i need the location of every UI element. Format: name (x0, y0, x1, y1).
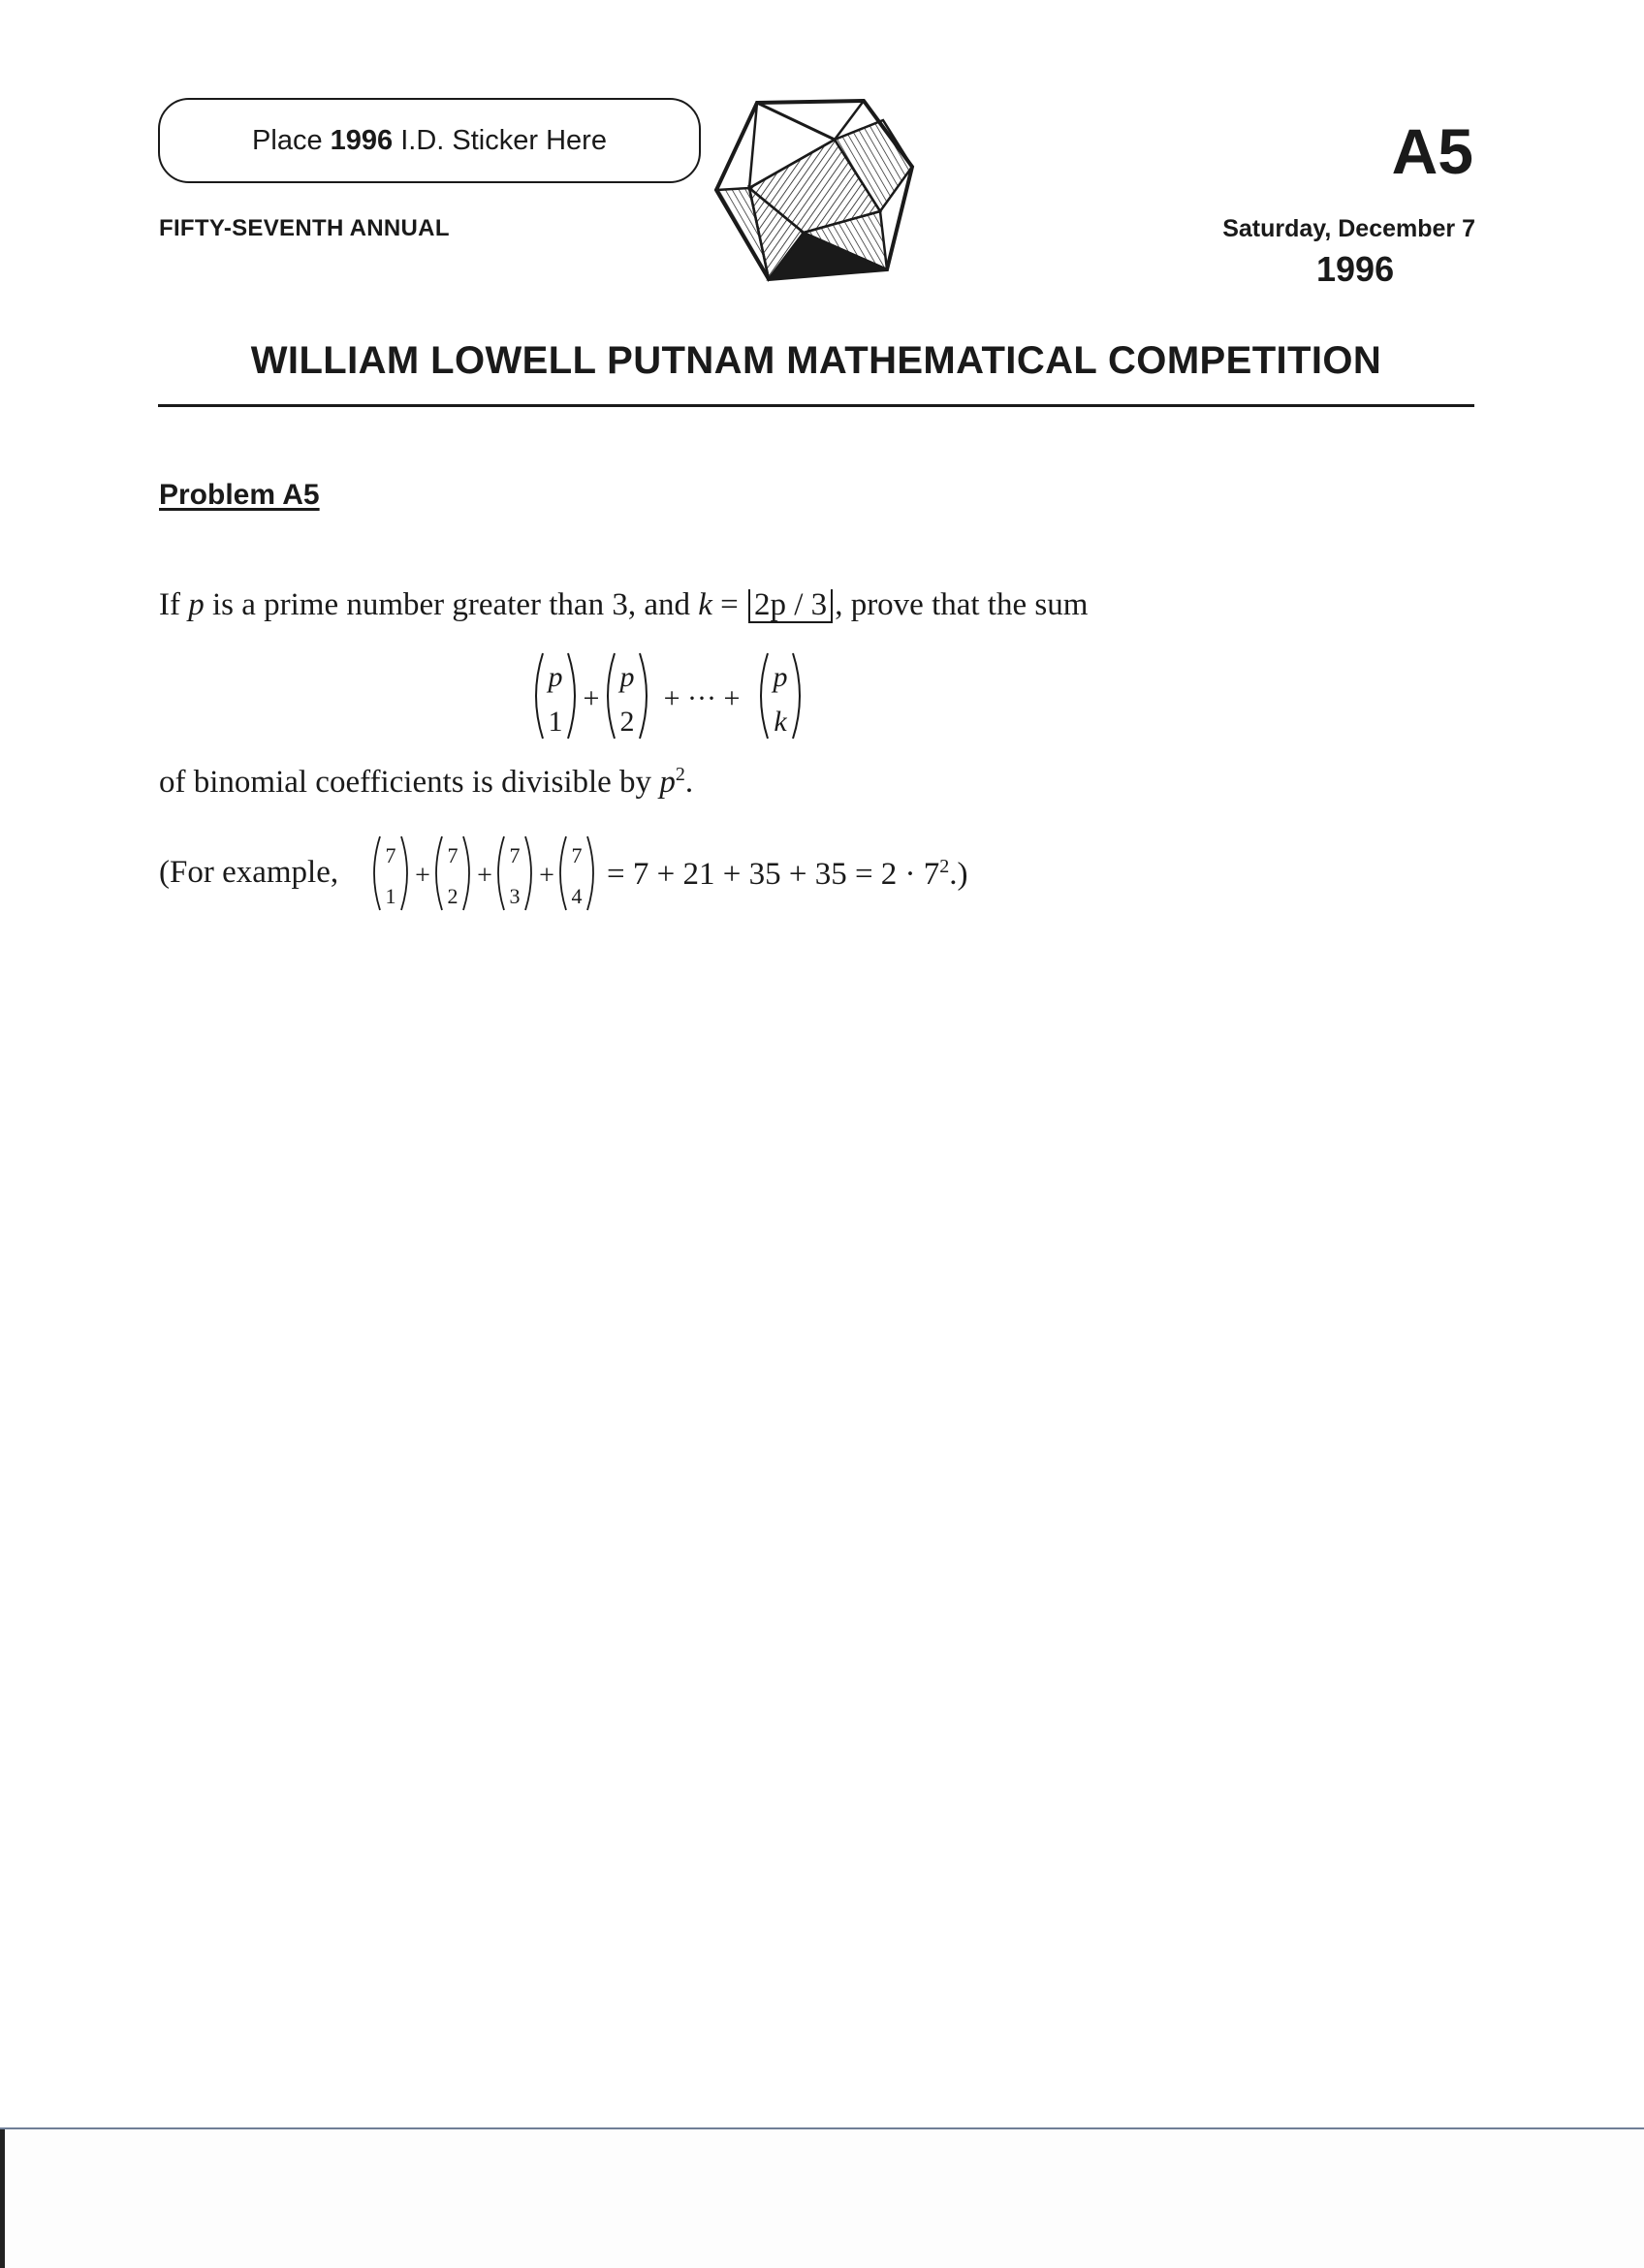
example-result (607, 857, 968, 891)
binom-top: p (548, 661, 563, 693)
exam-year: 1996 (1316, 249, 1395, 289)
var-p: p (188, 587, 205, 622)
binom-bottom: 2 (619, 706, 635, 738)
exponent: 2 (939, 856, 950, 877)
plus-sign: + (539, 861, 554, 891)
plus-sign: + (477, 861, 492, 891)
worked-example (159, 834, 1051, 913)
binom-top: 7 (447, 843, 458, 867)
binom-7-2 (436, 836, 469, 910)
binom-bottom: 1 (548, 706, 563, 738)
binom-bottom: 4 (571, 884, 583, 908)
example-rhs: = 7 + 21 + 35 + 35 = 2 · 7 (607, 857, 940, 892)
sticker-year: 1996 (330, 124, 394, 156)
binom-bottom: 3 (509, 884, 521, 908)
binom-bottom: 2 (447, 884, 458, 908)
binom-top: 7 (509, 843, 521, 867)
statement-text: is a prime number greater than 3, and (204, 587, 699, 622)
statement-text: If (159, 587, 189, 622)
binom-p-2 (608, 653, 647, 739)
binom-bottom: k (774, 706, 787, 738)
binom-top: p (773, 661, 788, 693)
problem-code: A5 (1391, 115, 1473, 187)
binom-7-1 (374, 836, 407, 910)
example-open: (For example, (159, 855, 339, 890)
binom-top: 7 (385, 843, 396, 867)
exam-date: Saturday, December 7 (1222, 215, 1475, 242)
binomial-sum (531, 649, 851, 742)
title-rule (158, 404, 1474, 407)
problem-statement (159, 587, 1088, 623)
id-sticker-box (158, 98, 701, 183)
sum-ellipsis: + ··· + (663, 682, 741, 714)
statement-text: , prove that the sum (835, 587, 1089, 622)
plus-sign: + (415, 861, 430, 891)
binom-7-4 (560, 836, 593, 910)
floor-expression: 2p / 3 (748, 589, 833, 623)
binom-top: 7 (571, 843, 583, 867)
sticker-suffix: I.D. Sticker Here (393, 124, 607, 156)
problem-conclusion (159, 764, 693, 801)
problem-heading: Problem A5 (159, 479, 320, 511)
binom-bottom: 1 (385, 884, 396, 908)
sticker-prefix: Place (252, 124, 331, 156)
binom-p-k (761, 653, 800, 739)
page-bottom-edge (0, 2127, 1644, 2268)
statement-text: = (711, 587, 747, 622)
binom-7-3 (498, 836, 531, 910)
var-k: k (698, 587, 712, 622)
annual-label: FIFTY-SEVENTH ANNUAL (159, 215, 450, 241)
binom-p-1 (536, 653, 575, 739)
var-p: p (659, 765, 676, 800)
example-close: .) (949, 857, 968, 892)
conclusion-text: of binomial coefficients is divisible by (159, 765, 660, 800)
polyhedron-logo (711, 95, 930, 285)
competition-title: WILLIAM LOWELL PUTNAM MATHEMATICAL COMPETITION (250, 339, 1382, 382)
conclusion-period: . (684, 765, 694, 800)
plus-sign: + (583, 682, 600, 714)
exponent: 2 (675, 764, 685, 785)
binom-top: p (619, 661, 635, 693)
